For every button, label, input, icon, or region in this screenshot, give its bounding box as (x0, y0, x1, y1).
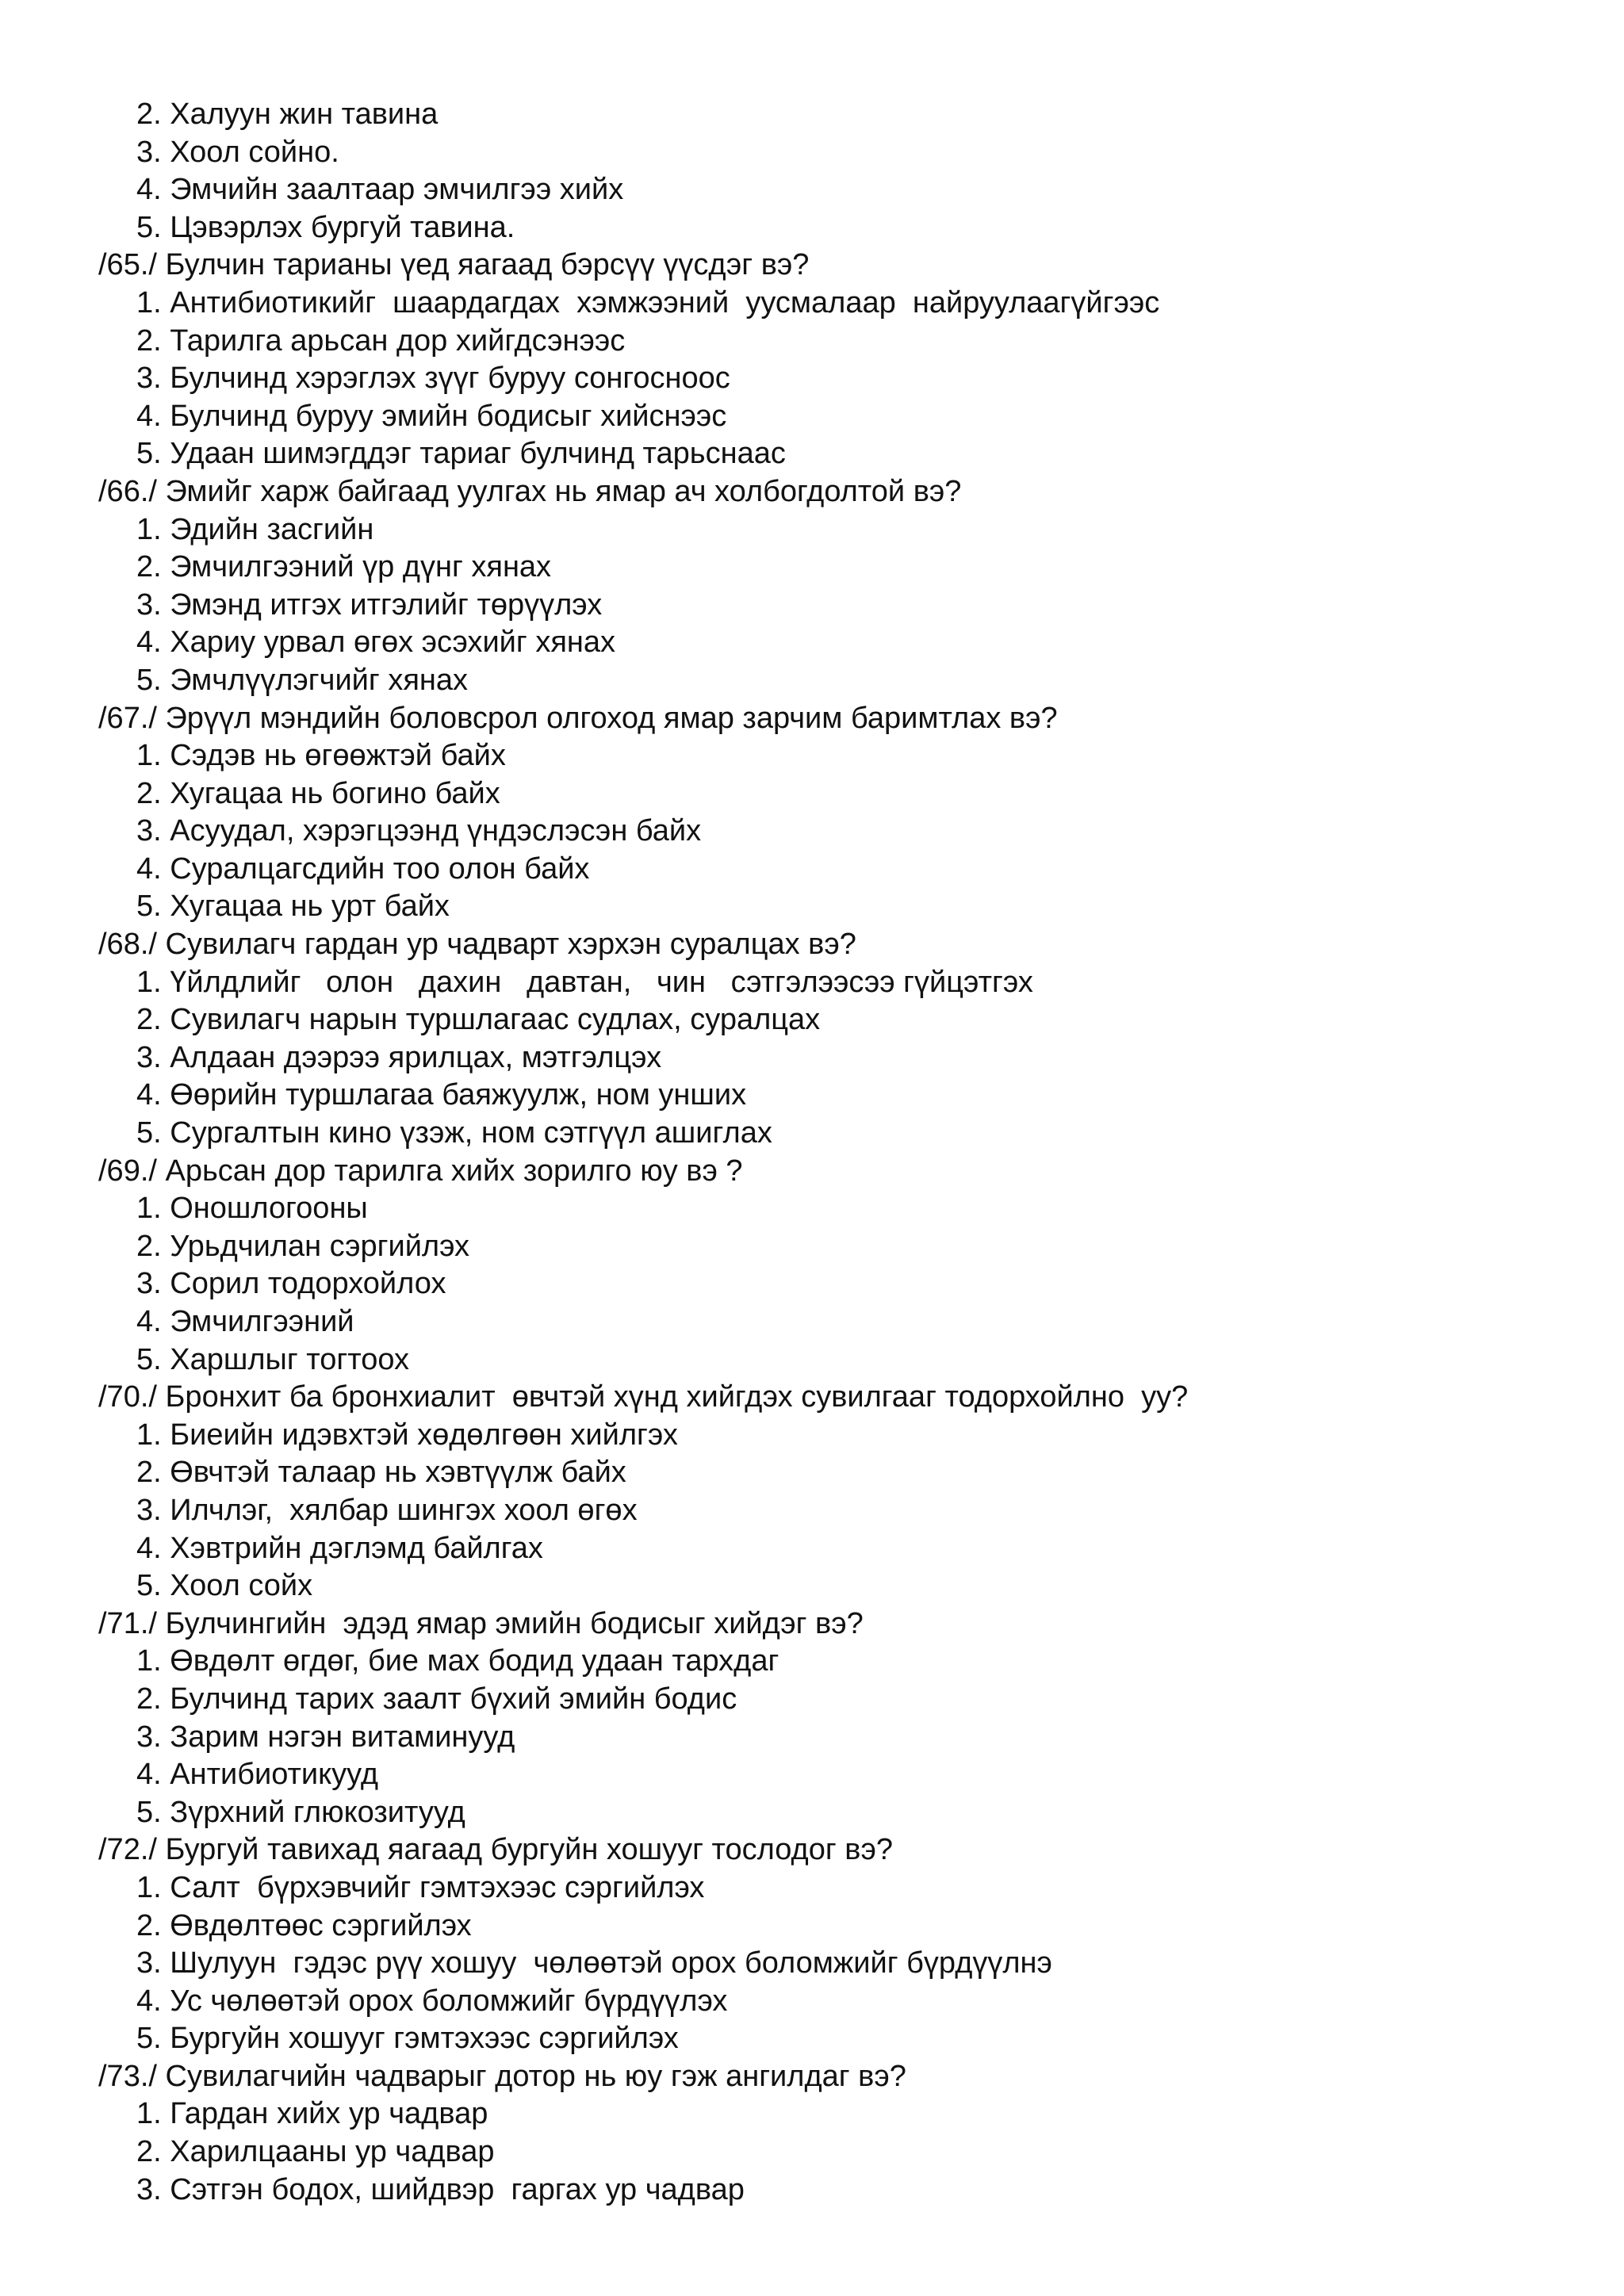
answer-option: 4. Булчинд буруу эмийн бодисыг хийснээс (136, 399, 727, 433)
answer-option: 4. Хэвтрийн дэглэмд байлгах (136, 1531, 543, 1565)
answer-option: 4. Ус чөлөөтэй орох боломжийг бүрдүүлэх (136, 1984, 728, 2018)
answer-option: 4. Өөрийн туршлагаа баяжуулж, ном унших (136, 1078, 747, 1112)
question-line: /73./ Сувилагчийн чадварыг дотор нь юу гэж ангилдаг вэ? (98, 2059, 906, 2093)
answer-option: 4. Эмчилгээний (136, 1305, 354, 1338)
answer-option: 3. Шулуун гэдэс рүү хошуу чөлөөтэй орох боломжийг бүрдүүлнэ (136, 1946, 1052, 1980)
question-line: /71./ Булчингийн эдэд ямар эмийн бодисыг хийдэг вэ? (98, 1606, 864, 1640)
answer-option: 3. Сэтгэн бодох, шийдвэр гаргах ур чадвар (136, 2172, 745, 2206)
answer-option: 4. Хариу урвал өгөх эсэхийг хянах (136, 626, 616, 660)
answer-option: 3. Алдаан дээрээ ярилцах, мэтгэлцэх (136, 1040, 662, 1074)
answer-option: 1. Биеийн идэвхтэй хөдөлгөөн хийлгэх (136, 1418, 678, 1452)
answer-option: 2. Урьдчилан сэргийлэх (136, 1229, 470, 1263)
answer-option: 3. Хоол сойно. (136, 135, 339, 169)
answer-option: 5. Хоол сойх (136, 1569, 313, 1603)
answer-option: 4. Эмчийн заалтаар эмчилгээ хийх (136, 173, 624, 207)
answer-option: 5. Цэвэрлэх бургуй тавина. (136, 210, 515, 244)
answer-option: 1. Оношлогооны (136, 1192, 368, 1226)
question-line: /65./ Булчин тарианы үед яагаад бэрсүү үүсдэг вэ? (98, 248, 810, 282)
answer-option: 3. Илчлэг, хялбар шингэх хоол өгөх (136, 1493, 638, 1527)
answer-option: 4. Суралцагсдийн тоо олон байх (136, 851, 590, 886)
answer-option: 1. Антибиотикийг шаардагдах хэмжээний уусмалаар найруулаагүйгээс (136, 285, 1160, 320)
answer-option: 2. Тарилга арьсан дор хийгдсэнээс (136, 323, 626, 358)
answer-option: 2. Харилцааны ур чадвар (136, 2135, 495, 2169)
answer-option: 2. Эмчилгээний үр дүнг хянах (136, 550, 552, 584)
question-line: /69./ Арьсан дор тарилга хийх зорилго юу вэ ? (98, 1154, 743, 1188)
question-line: /68./ Сувилагч гардан ур чадварт хэрхэн суралцах вэ? (98, 928, 856, 962)
answer-option: 2. Өвдөлтөөс сэргийлэх (136, 1908, 472, 1942)
answer-option: 1. Өвдөлт өгдөг, бие мах бодид удаан тархдаг (136, 1644, 779, 1678)
answer-option: 1. Сэдэв нь өгөөжтэй байх (136, 739, 506, 773)
answer-option: 3. Сорил тодорхойлох (136, 1267, 446, 1301)
answer-option: 5. Зүрхний глюкозитууд (136, 1795, 465, 1829)
answer-option: 5. Бургуйн хошууг гэмтэхээс сэргийлэх (136, 2022, 679, 2056)
answer-option: 5. Удаан шимэгддэг тариаг булчинд тарьснаас (136, 437, 786, 471)
answer-option: 1. Эдийн засгийн (136, 512, 374, 546)
answer-option: 5. Эмчлүүлэгчийг хянах (136, 663, 469, 697)
answer-option: 1. Үйлдлийг олон дахин давтан, чин сэтгэлээсээ гүйцэтгэх (136, 965, 1033, 999)
answer-option: 1. Гардан хийх ур чадвар (136, 2097, 488, 2131)
answer-option: 2. Өвчтэй талаар нь хэвтүүлж байх (136, 1456, 626, 1490)
answer-option: 2. Булчинд тарих заалт бүхий эмийн бодис (136, 1682, 737, 1716)
answer-option: 3. Асуудал, хэрэгцээнд үндэслэсэн байх (136, 814, 702, 848)
answer-option: 5. Сургалтын кино үзэж, ном сэтгүүл ашиглах (136, 1116, 772, 1150)
question-line: /67./ Эрүүл мэндийн боловсрол олгоход ямар зарчим баримтлах вэ? (98, 701, 1058, 735)
answer-option: 2. Хугацаа нь богино байх (136, 776, 500, 810)
answer-option: 3. Зарим нэгэн витаминууд (136, 1720, 515, 1754)
answer-option: 3. Эмэнд итгэх итгэлийг төрүүлэх (136, 587, 603, 622)
answer-option: 3. Булчинд хэрэглэх зүүг буруу сонгосноос (136, 362, 730, 396)
answer-option: 2. Сувилагч нарын туршлагаас судлах, суралцах (136, 1003, 821, 1037)
document-text (0, 96, 1624, 2209)
question-line: /72./ Бургуй тавихад яагаад бургуйн хошууг тослодог вэ? (98, 1833, 893, 1867)
question-line: /70./ Бронхит ба бронхиалит өвчтэй хүнд хийгдэх сувилгааг тодорхойлно уу? (98, 1380, 1189, 1414)
answer-option: 2. Халуун жин тавина (136, 98, 439, 131)
question-line: /66./ Эмийг харж байгаад уулгах нь ямар ач холбогдолтой вэ? (98, 474, 962, 508)
answer-option: 5. Харшлыг тогтоох (136, 1342, 410, 1376)
answer-option: 1. Салт бүрхэвчийг гэмтэхээс сэргийлэх (136, 1870, 705, 1904)
answer-option: 4. Антибиотикууд (136, 1758, 379, 1792)
answer-option: 5. Хугацаа нь урт байх (136, 890, 450, 924)
